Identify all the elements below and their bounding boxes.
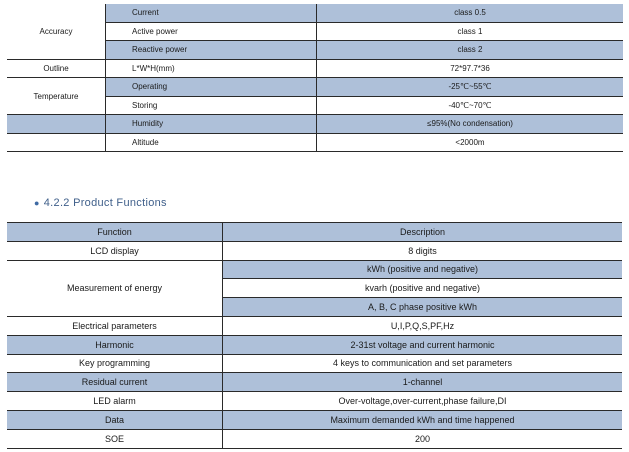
spec-empty-cell (7, 133, 106, 152)
spec-row-outline (7, 59, 623, 78)
function-description: 1-channel (223, 373, 623, 392)
column-header-description: Description (223, 223, 623, 242)
spec-value: -40℃~70℃ (317, 96, 624, 115)
function-name: SOE (7, 429, 223, 448)
function-row-harmonic (7, 335, 622, 354)
accuracy-label: Accuracy (7, 4, 106, 59)
specification-table (7, 4, 623, 152)
bullet-icon: ● (34, 198, 40, 208)
temperature-label: Temperature (7, 78, 106, 115)
function-row-electrical (7, 316, 622, 335)
function-row-data (7, 410, 622, 429)
spec-value: ≤95%(No condensation) (317, 115, 624, 134)
outline-label: Outline (7, 59, 106, 78)
function-description: 200 (223, 429, 623, 448)
spec-param: Humidity (106, 115, 317, 134)
function-description: Over-voltage,over-current,phase failure,DI (223, 392, 623, 411)
function-row-key-programming (7, 354, 622, 373)
spec-row-altitude (7, 133, 623, 152)
spec-param: Active power (106, 22, 317, 41)
spec-value: class 0.5 (317, 4, 624, 22)
function-row-residual-current (7, 373, 622, 392)
function-name: Harmonic (7, 335, 223, 354)
function-name: LED alarm (7, 392, 223, 411)
function-name: Residual current (7, 373, 223, 392)
function-name: Electrical parameters (7, 316, 223, 335)
function-description: 4 keys to communication and set parameters (223, 354, 623, 373)
function-description: kWh (positive and negative) (223, 260, 623, 279)
section-title: 4.2.2 Product Functions (43, 197, 167, 209)
function-name: Measurement of energy (7, 260, 223, 316)
spec-param: Operating (106, 78, 317, 97)
spec-row-humidity (7, 115, 623, 134)
function-row-led-alarm (7, 392, 622, 411)
spec-row-operating (7, 78, 623, 97)
function-name: Key programming (7, 354, 223, 373)
function-name: LCD display (7, 241, 223, 260)
function-description: Maximum demanded kWh and time happened (223, 410, 623, 429)
spec-value: -25℃~55℃ (317, 78, 624, 97)
spec-empty-cell (7, 115, 106, 134)
function-description: U,I,P,Q,S,PF,Hz (223, 316, 623, 335)
spec-value: 72*97.7*36 (317, 59, 624, 78)
function-description: A, B, C phase positive kWh (223, 298, 623, 317)
spec-param: L*W*H(mm) (106, 59, 317, 78)
spec-param: Reactive power (106, 41, 317, 60)
column-header-function: Function (7, 223, 223, 242)
function-row-lcd (7, 241, 622, 260)
spec-param: Current (106, 4, 317, 22)
function-row-soe (7, 429, 622, 448)
functions-header-row (7, 223, 622, 242)
spec-param: Storing (106, 96, 317, 115)
spec-value: class 1 (317, 22, 624, 41)
function-description: 8 digits (223, 241, 623, 260)
function-name: Data (7, 410, 223, 429)
spec-row-current (7, 4, 623, 22)
spec-param: Altitude (106, 133, 317, 152)
functions-table (7, 222, 622, 449)
function-row-energy (7, 260, 622, 279)
function-description: 2-31st voltage and current harmonic (223, 335, 623, 354)
spec-value: <2000m (317, 133, 624, 152)
function-description: kvarh (positive and negative) (223, 279, 623, 298)
spec-value: class 2 (317, 41, 624, 60)
section-heading (34, 197, 167, 209)
